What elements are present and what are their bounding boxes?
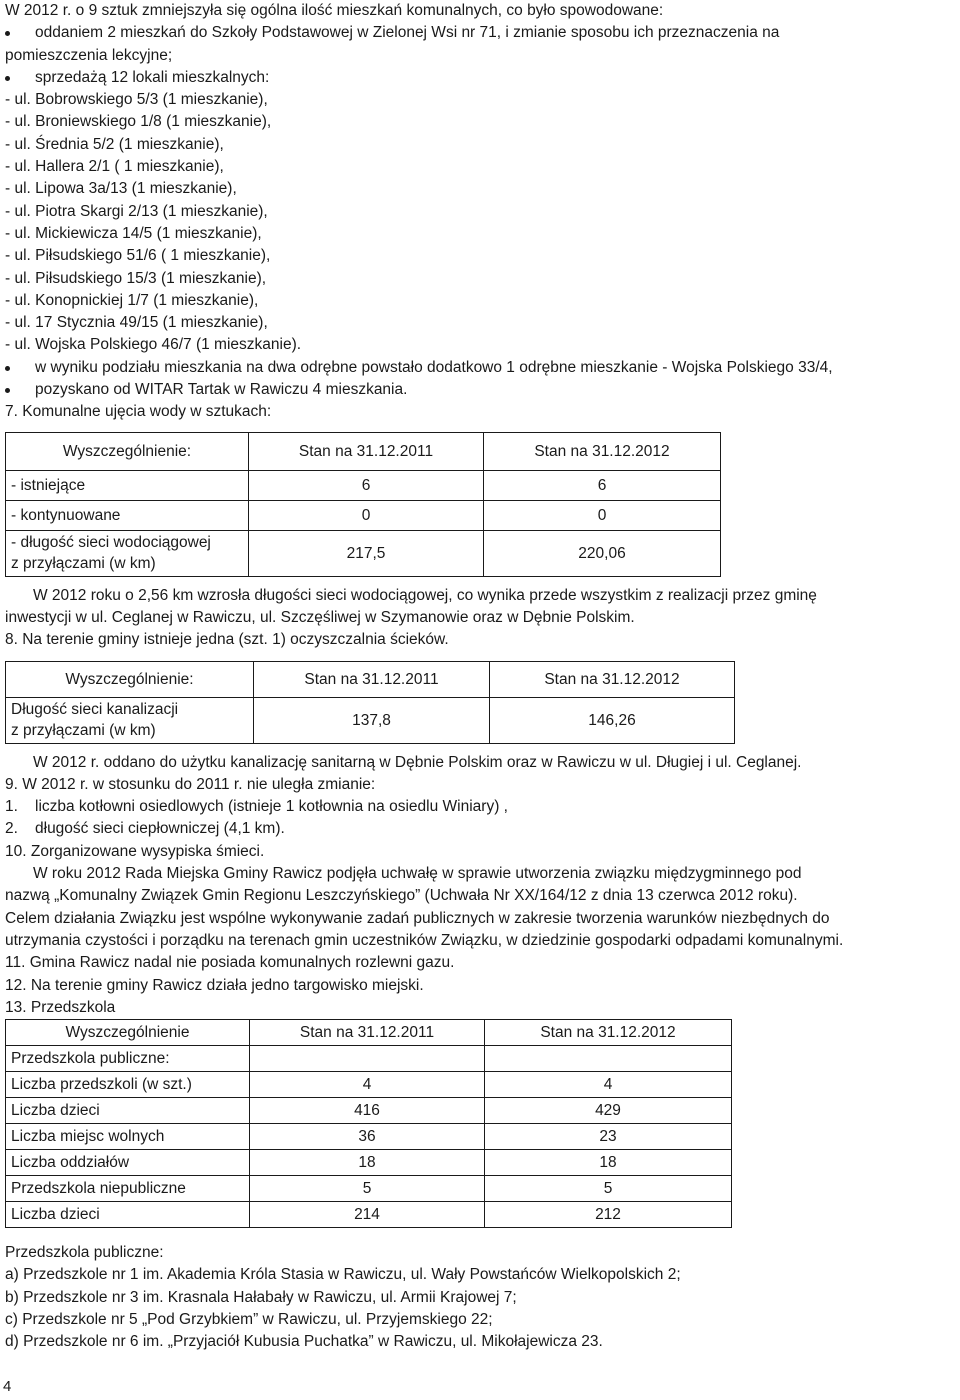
street-item: - ul. Broniewskiego 1/8 (1 mieszkanie), (5, 113, 272, 131)
table-cell: 146,26 (490, 697, 735, 743)
table-header-row (6, 661, 735, 697)
table-cell: Przedszkola publiczne: (6, 1046, 250, 1072)
section-9-heading: 9. W 2012 r. w stosunku do 2011 r. nie uległa zmianie: (5, 775, 376, 793)
list-item: a) Przedszkole nr 1 im. Akademia Króla Stasia w Rawiczu, ul. Wały Powstańców Wielkopolskich 2; (5, 1266, 681, 1284)
section-7-heading: 7. Komunalne ujęcia wody w sztukach: (5, 403, 272, 421)
bullet-text: w wyniku podziału mieszkania na dwa odrębne powstało dodatkowo 1 odrębne mieszkanie - Wojska Polskiego 33/4, (35, 358, 833, 376)
table-row (6, 1176, 732, 1202)
sewerage-table (5, 661, 735, 744)
table-cell: - kontynuowane (6, 500, 249, 530)
section-13-heading: 13. Przedszkola (5, 998, 116, 1016)
water-intakes-table (5, 432, 721, 577)
table-header-cell: Stan na 31.12.2012 (484, 432, 721, 470)
cell-line: z przyłączami (w km) (11, 722, 156, 740)
table-row (6, 1150, 732, 1176)
table-cell: - istniejące (6, 470, 249, 500)
street-item: - ul. 17 Stycznia 49/15 (1 mieszkanie), (5, 314, 268, 332)
table-row (6, 500, 721, 530)
table-cell: 5 (250, 1176, 485, 1202)
table-cell (250, 1046, 485, 1072)
table-row (6, 697, 735, 743)
numbered-item (5, 796, 959, 818)
table-header-cell: Stan na 31.12.2011 (250, 1020, 485, 1046)
section-12-heading: 12. Na terenie gminy Rawicz działa jedno targowisko miejski. (5, 976, 424, 994)
bullet-text: pozyskano od WITAR Tartak w Rawiczu 4 mieszkania. (35, 381, 408, 399)
table-cell (485, 1046, 732, 1072)
paragraph-line: Celem działania Związku jest wspólne wykonywanie zadań publicznych w zakresie tworzenia warunków niezbędnych do (5, 909, 830, 927)
kindergartens-table (5, 1019, 732, 1228)
table-row (6, 1072, 732, 1098)
table-row (6, 530, 721, 576)
bullet-item (5, 357, 959, 379)
table-cell: 217,5 (249, 530, 484, 576)
table-cell: 214 (250, 1202, 485, 1228)
street-item: - ul. Hallera 2/1 ( 1 mieszkanie), (5, 158, 224, 176)
cell-line: Długość sieci kanalizacji (11, 701, 179, 719)
table-header-cell: Stan na 31.12.2011 (254, 661, 490, 697)
table-cell (6, 530, 249, 576)
document-page (5, 0, 959, 1354)
table-cell: Przedszkola niepubliczne (6, 1176, 250, 1202)
table-header-cell: Wyszczególnienie: (6, 432, 249, 470)
street-item: - ul. Konopnickiej 1/7 (1 mieszkanie), (5, 291, 259, 309)
table-cell: Liczba dzieci (6, 1098, 250, 1124)
table-cell: 6 (484, 470, 721, 500)
list-item: c) Przedszkole nr 5 „Pod Grzybkiem” w Rawiczu, ul. Przyjemskiego 22; (5, 1310, 493, 1328)
paragraph-line: W 2012 r. oddano do użytku kanalizację sanitarną w Dębnie Polskim oraz w Rawiczu w ul. Długiej i ul. Ceglanej. (33, 753, 802, 771)
table-cell: 23 (485, 1124, 732, 1150)
paragraph-line: W 2012 roku o 2,56 km wzrosła długości sieci wodociągowej, co wynika przede wszystkim z realizacji przez gminę (33, 586, 817, 604)
street-item: - ul. Wojska Polskiego 46/7 (1 mieszkanie). (5, 336, 302, 354)
cell-line: z przyłączami (w km) (11, 555, 156, 573)
page-number: 4 (3, 1378, 12, 1395)
table-header-cell: Wyszczególnienie (6, 1020, 250, 1046)
table-cell: Liczba przedszkoli (w szt.) (6, 1072, 250, 1098)
table-cell: 212 (485, 1202, 732, 1228)
table-cell: 137,8 (254, 697, 490, 743)
street-item: - ul. Mickiewicza 14/5 (1 mieszkanie), (5, 224, 262, 242)
bullet-text: oddaniem 2 mieszkań do Szkoły Podstawowej w Zielonej Wsi nr 71, i zmianie sposobu ich przeznaczenia na (35, 24, 780, 42)
table-row (6, 1202, 732, 1228)
street-item: - ul. Piłsudskiego 51/6 ( 1 mieszkanie), (5, 247, 271, 265)
section-10-heading: 10. Zorganizowane wysypiska śmieci. (5, 842, 265, 860)
paragraph-line: utrzymania czystości i porządku na terenach gmin uczestników Związku, w dziedzinie gospodarki odpadami komunalnymi. (5, 931, 844, 949)
bullet-text: sprzedażą 12 lokali mieszkalnych: (35, 68, 270, 86)
table-cell: 4 (250, 1072, 485, 1098)
table-header-cell: Wyszczególnienie: (6, 661, 254, 697)
street-item: - ul. Bobrowskiego 5/3 (1 mieszkanie), (5, 91, 268, 109)
table-section-row (6, 1046, 732, 1072)
table-row (6, 470, 721, 500)
table-cell: Liczba oddziałów (6, 1150, 250, 1176)
table-cell: 429 (485, 1098, 732, 1124)
street-item: - ul. Piotra Skargi 2/13 (1 mieszkanie), (5, 202, 268, 220)
table-cell: 0 (484, 500, 721, 530)
table-cell: 0 (249, 500, 484, 530)
item-text: długość sieci ciepłowniczej (4,1 km). (35, 820, 285, 838)
item-number: 2. (5, 820, 18, 838)
table-header-row (6, 432, 721, 470)
table-cell: 220,06 (484, 530, 721, 576)
table-cell: 18 (485, 1150, 732, 1176)
table-cell: 36 (250, 1124, 485, 1150)
cell-line: - długość sieci wodociągowej (11, 534, 211, 552)
street-item: - ul. Lipowa 3a/13 (1 mieszkanie), (5, 180, 237, 198)
table-row (6, 1124, 732, 1150)
list-item: b) Przedszkole nr 3 im. Krasnala Hałabały w Rawiczu, ul. Armii Krajowej 7; (5, 1288, 517, 1306)
section-11-heading: 11. Gmina Rawicz nadal nie posiada komunalnych rozlewni gazu. (5, 954, 455, 972)
table-cell: Liczba miejsc wolnych (6, 1124, 250, 1150)
table-header-row (6, 1020, 732, 1046)
paragraph-line: W roku 2012 Rada Miejska Gminy Rawicz podjęła uchwałę w sprawie utworzenia związku międzygminnego pod (33, 865, 802, 883)
list-heading: Przedszkola publiczne: (5, 1244, 164, 1262)
section-8-heading: 8. Na terenie gminy istnieje jedna (szt. 1) oczyszczalnia ścieków. (5, 631, 449, 649)
bullet-item (5, 67, 959, 89)
paragraph-line: inwestycji w ul. Ceglanej w Rawiczu, ul. Szczęśliwej w Szymanowie oraz w Dębnie Polskim. (5, 608, 635, 626)
item-text: liczba kotłowni osiedlowych (istnieje 1 kotłownia na osiedlu Winiary) , (35, 798, 508, 816)
intro-line: W 2012 r. o 9 sztuk zmniejszyła się ogólna ilość mieszkań komunalnych, co było spowodowane: (5, 2, 664, 19)
bullet-item (5, 22, 959, 44)
table-header-cell: Stan na 31.12.2012 (490, 661, 735, 697)
bullet-continuation: pomieszczenia lekcyjne; (5, 46, 173, 64)
numbered-item (5, 818, 959, 840)
list-item: d) Przedszkole nr 6 im. „Przyjaciół Kubusia Puchatka” w Rawiczu, ul. Mikołajewicza 23. (5, 1333, 603, 1351)
bullet-item (5, 379, 959, 401)
table-cell: 416 (250, 1098, 485, 1124)
street-item: - ul. Średnia 5/2 (1 mieszkanie), (5, 135, 224, 153)
table-cell: 6 (249, 470, 484, 500)
table-cell: Liczba dzieci (6, 1202, 250, 1228)
item-number: 1. (5, 798, 18, 816)
table-header-cell: Stan na 31.12.2011 (249, 432, 484, 470)
paragraph-line: nazwą „Komunalny Związek Gmin Regionu Leszczyńskiego” (Uchwała Nr XX/164/12 z dnia 13 czerwca 2012 roku). (5, 887, 798, 905)
table-cell: 4 (485, 1072, 732, 1098)
table-row (6, 1098, 732, 1124)
table-cell: 5 (485, 1176, 732, 1202)
street-item: - ul. Piłsudskiego 15/3 (1 mieszkanie), (5, 269, 267, 287)
table-header-cell: Stan na 31.12.2012 (485, 1020, 732, 1046)
table-cell (6, 697, 254, 743)
table-cell: 18 (250, 1150, 485, 1176)
